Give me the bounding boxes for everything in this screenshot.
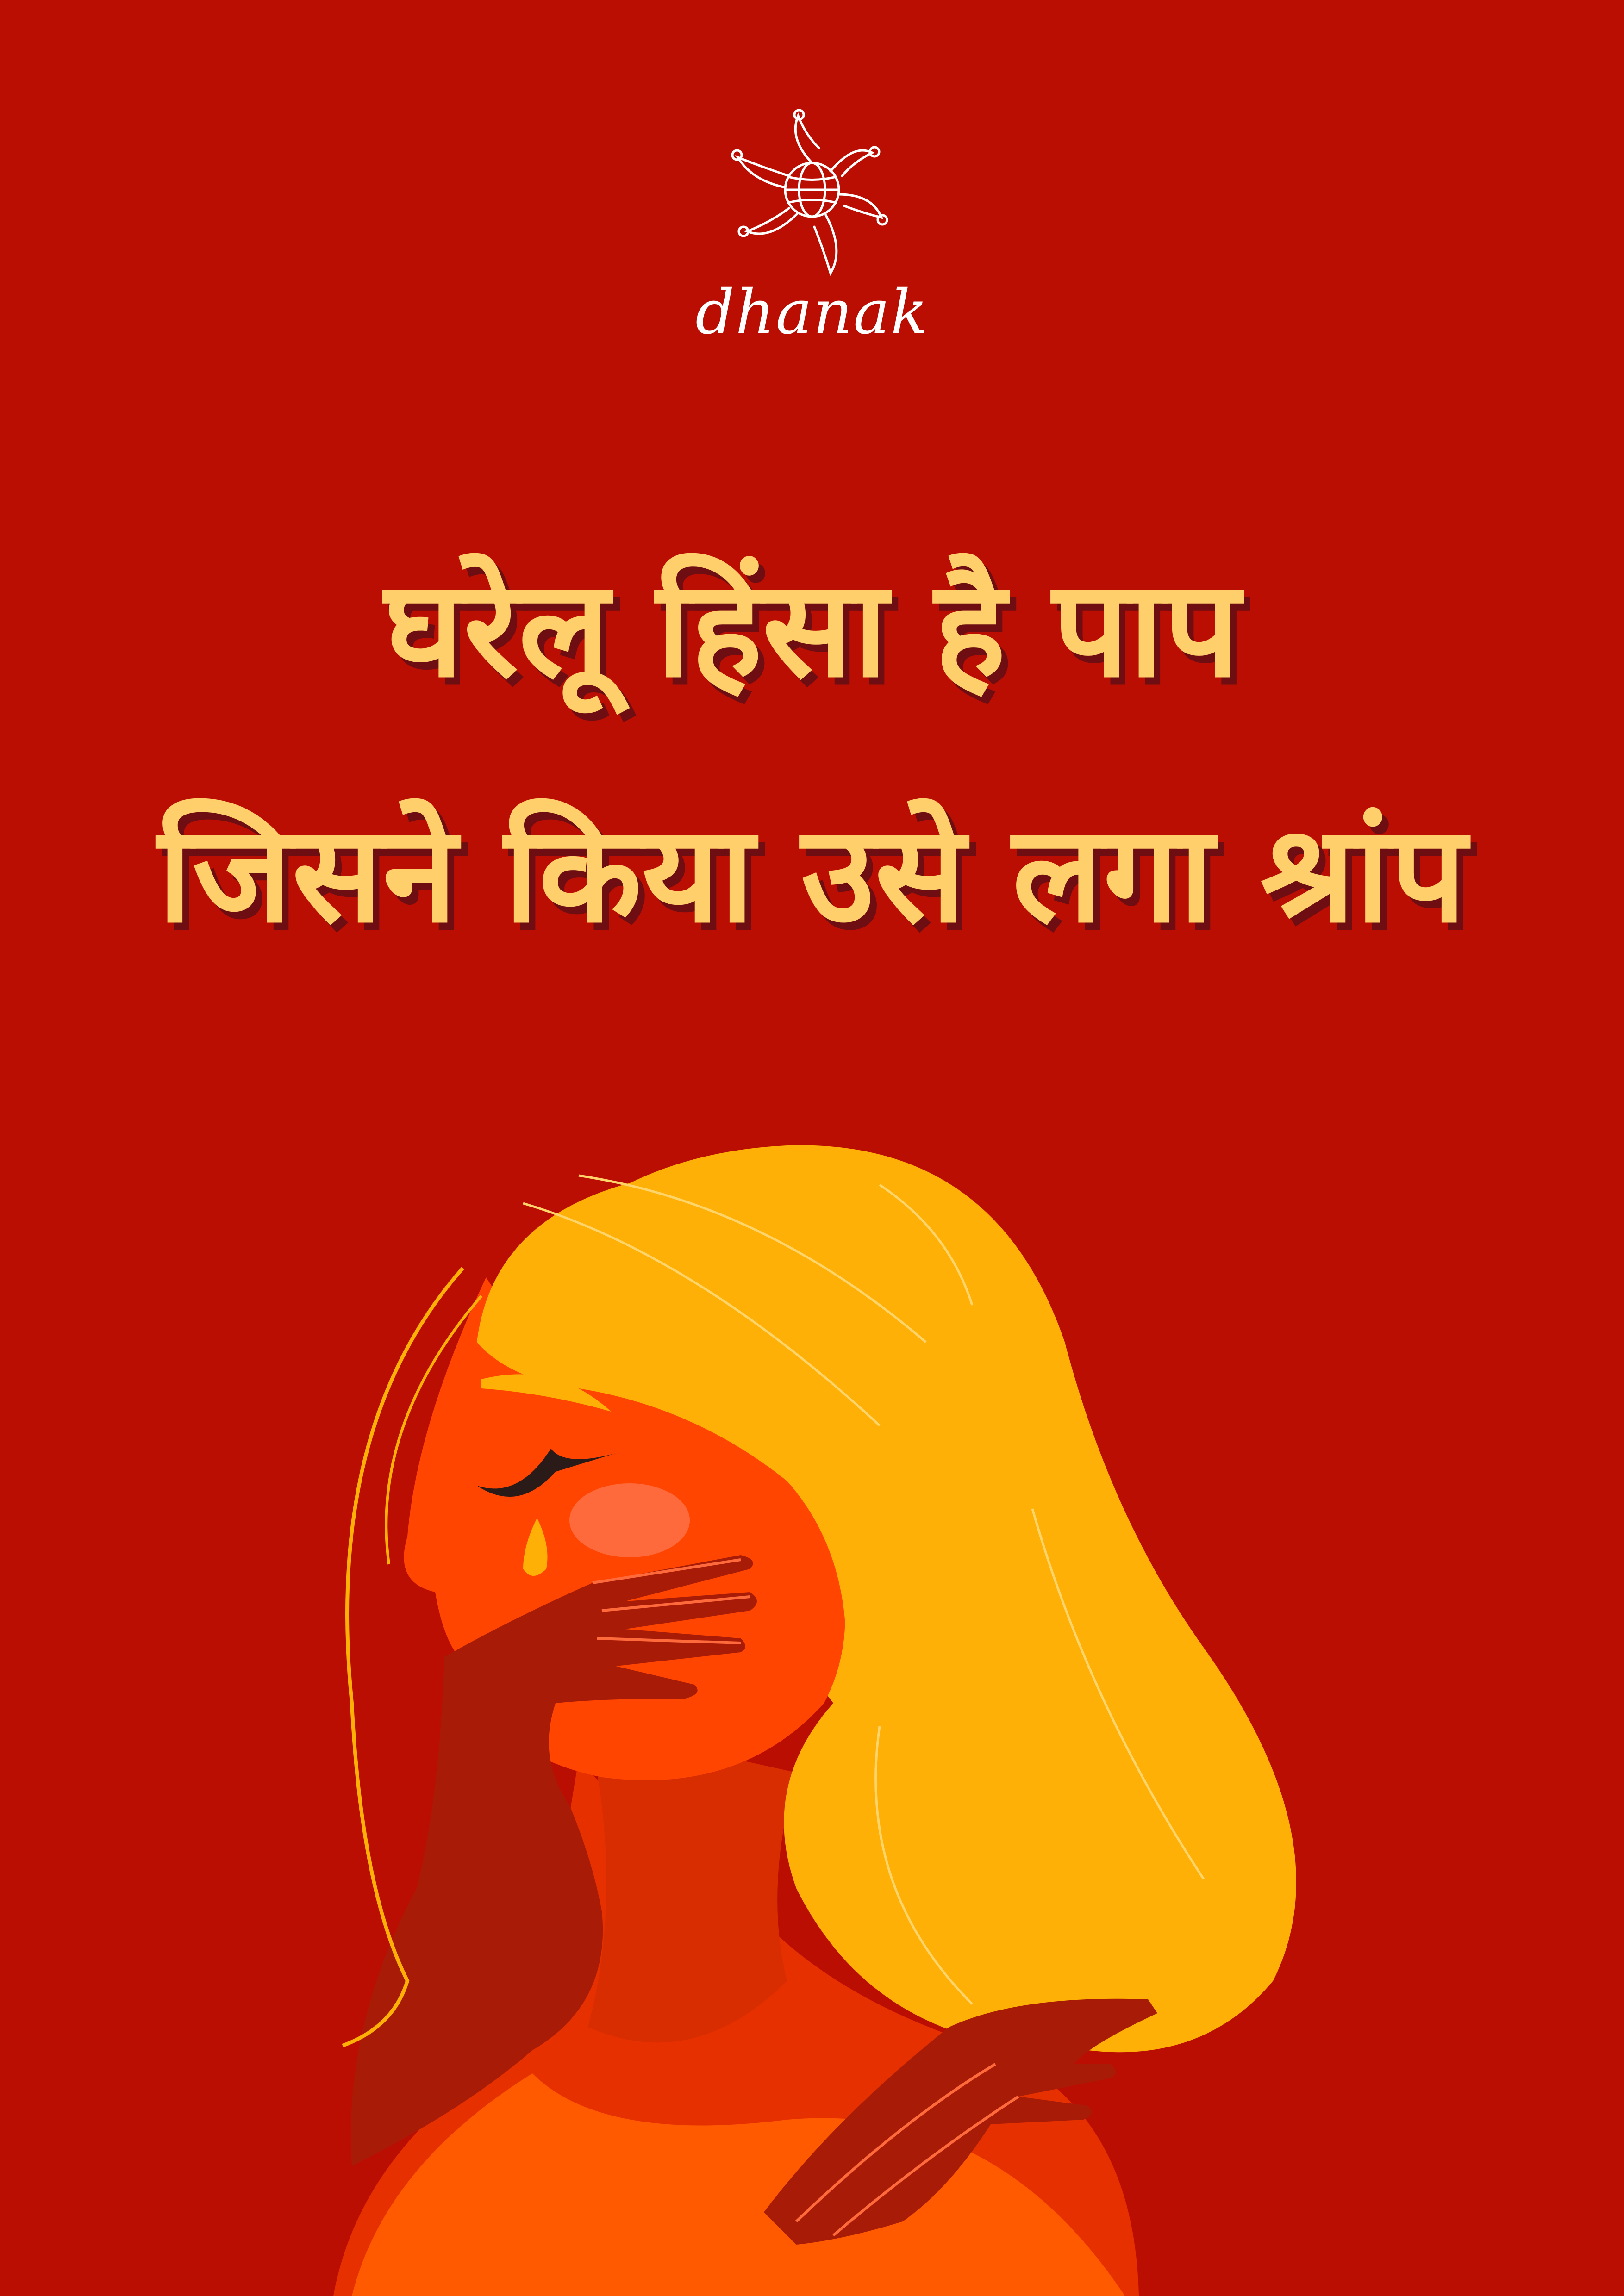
headline-line-2: जिसने किया उसे लगा श्रांप <box>157 796 1467 952</box>
headline-line-1: घरेलू हिंसा है पाप <box>384 551 1240 707</box>
brand-name: dhanak <box>695 277 929 348</box>
crying-woman-illustration <box>0 1101 1624 2296</box>
cheek <box>569 1483 690 1557</box>
dhanak-logo-icon <box>719 102 905 287</box>
